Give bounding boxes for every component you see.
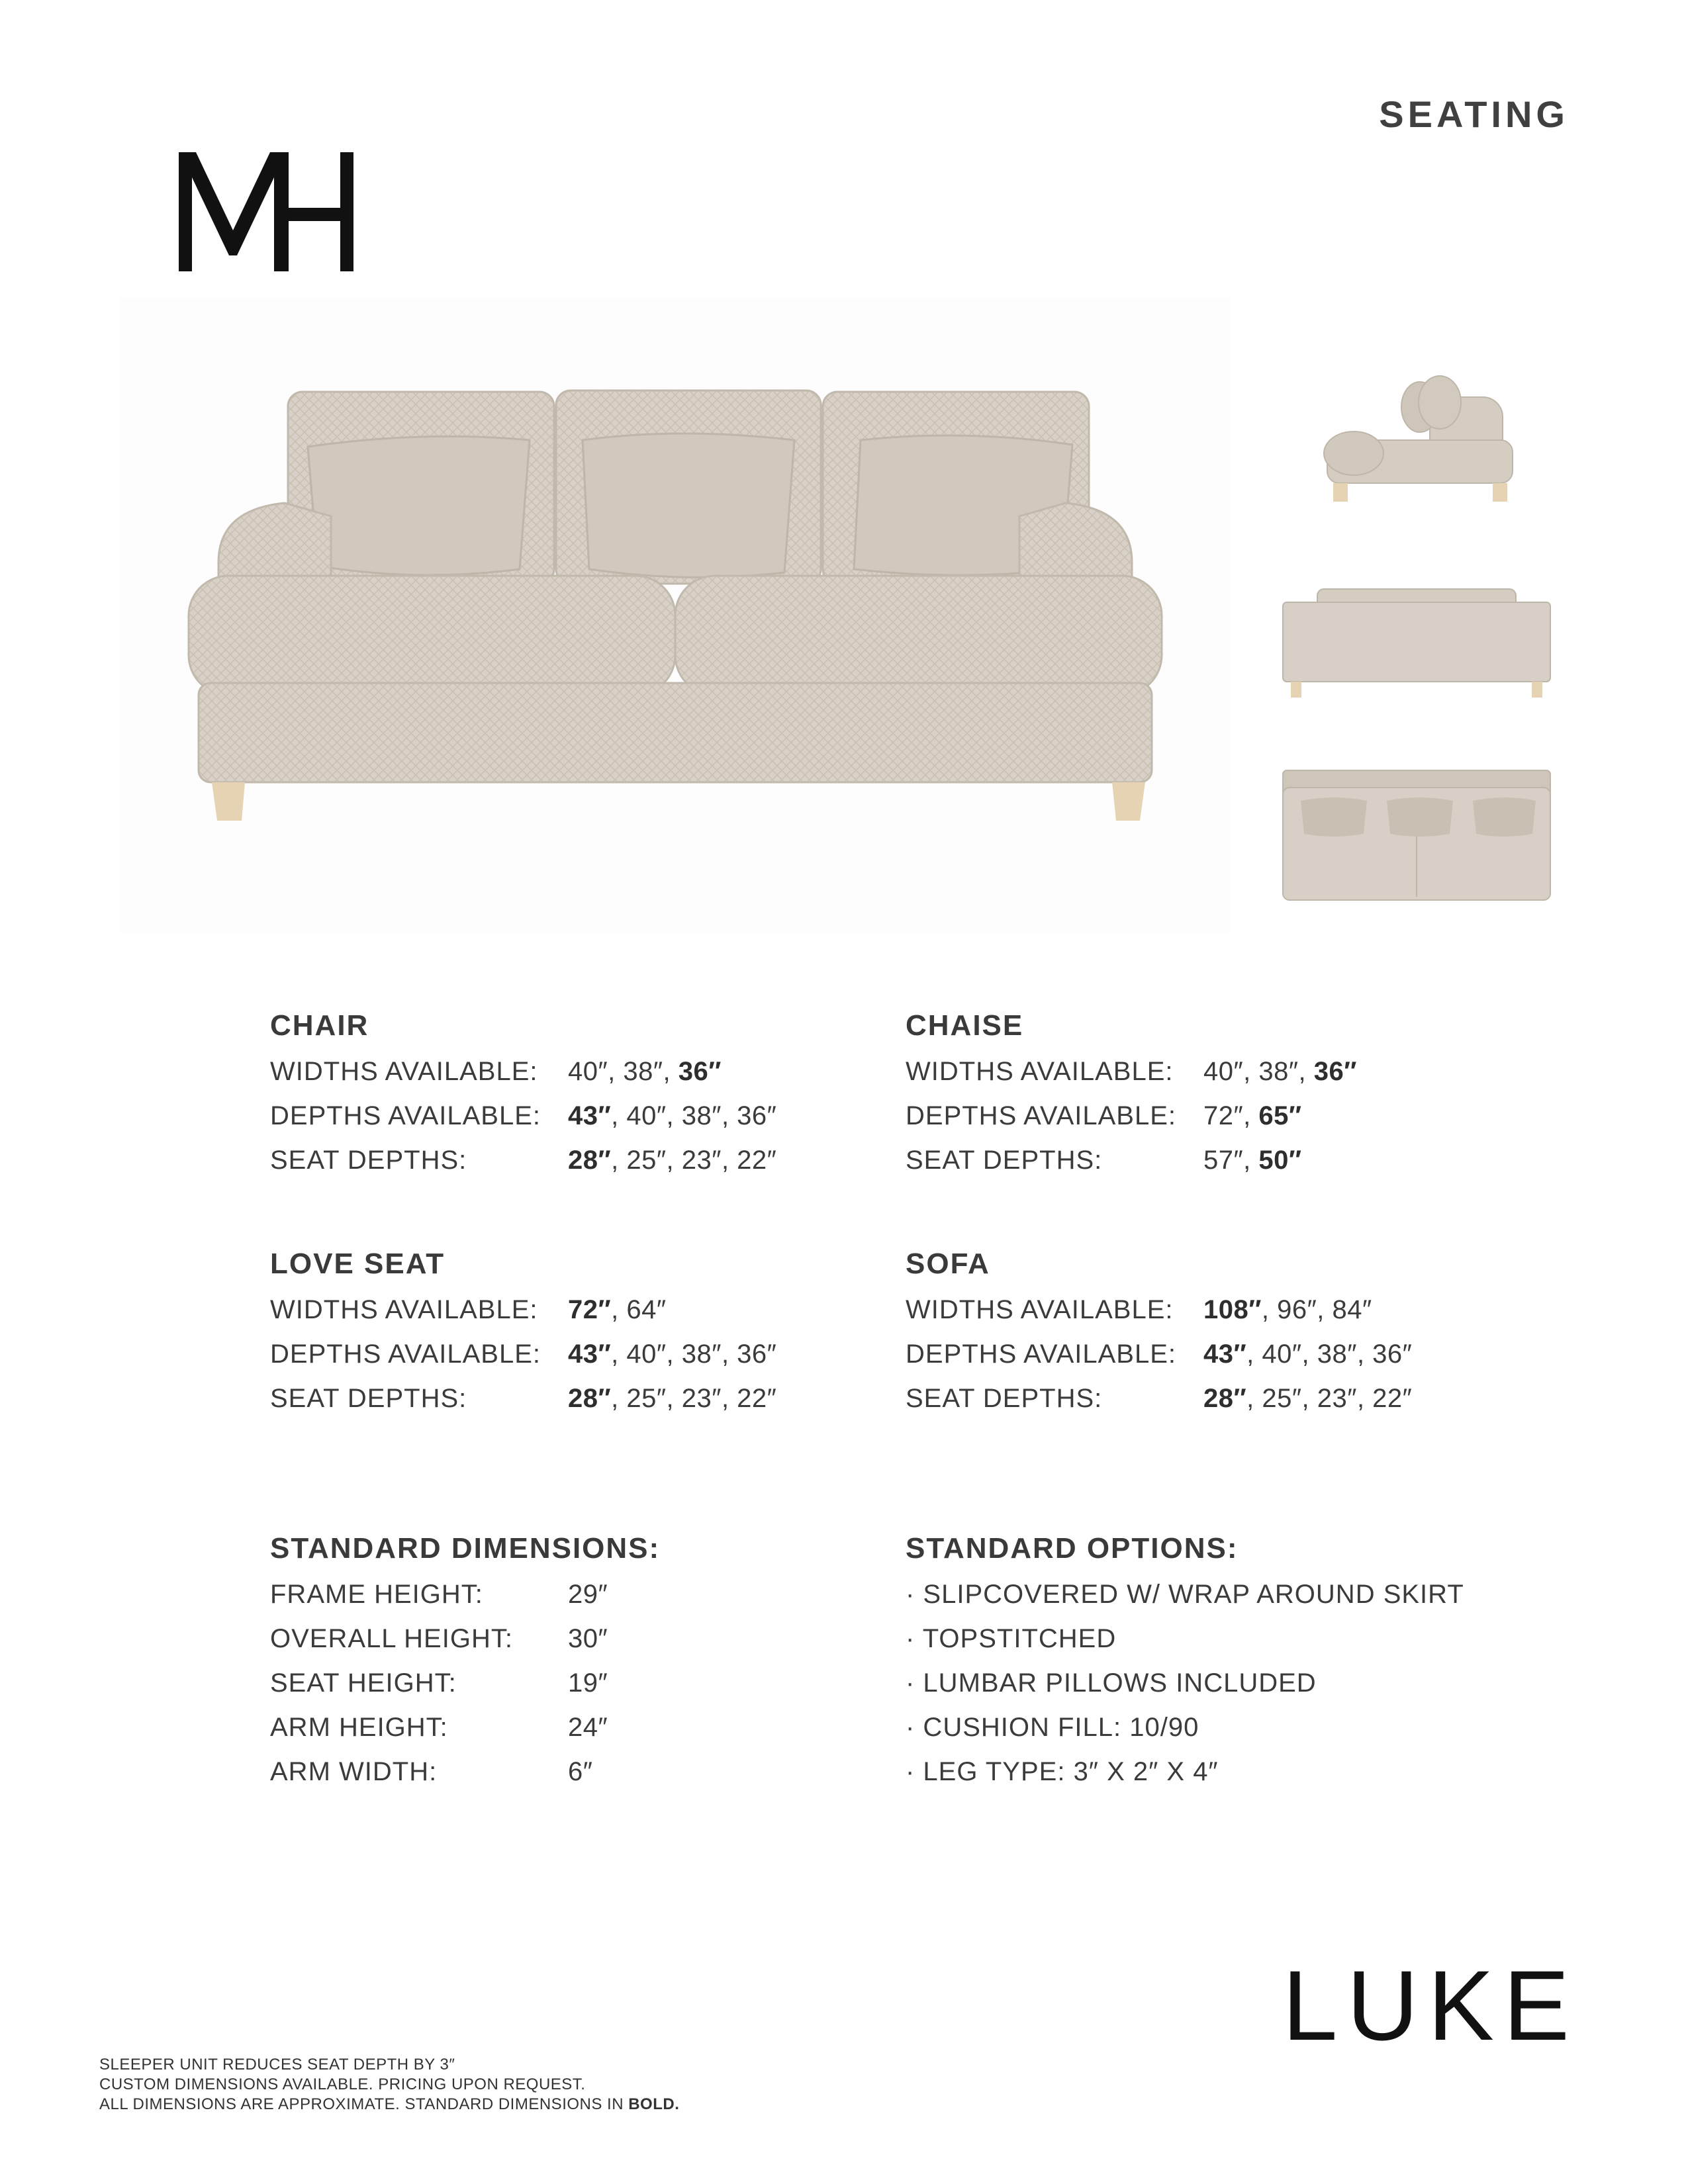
- optional-value: 23″: [681, 1384, 722, 1413]
- spec-values: [568, 1757, 592, 1787]
- spec-row: [270, 1295, 919, 1340]
- optional-value: 84″: [1332, 1295, 1372, 1324]
- optional-value: 40″: [568, 1057, 608, 1086]
- spec-values: 40″, 38″, 36″: [1203, 1057, 1357, 1086]
- option-item: · LEG TYPE: 3″ X 2″ X 4″: [906, 1757, 1219, 1786]
- sofa-front-photo: [119, 298, 1231, 933]
- spec-label: ARM WIDTH:: [270, 1757, 438, 1786]
- spec-values: 28″, 25″, 23″, 22″: [568, 1146, 777, 1175]
- spec-label: WIDTHS AVAILABLE:: [906, 1295, 1174, 1324]
- standard-value: 50″: [1258, 1146, 1302, 1175]
- spec-row: [270, 1057, 919, 1101]
- spec-label: WIDTHS AVAILABLE:: [906, 1057, 1174, 1086]
- option-item: · TOPSTITCHED: [906, 1624, 1117, 1653]
- spec-row: [906, 1340, 1554, 1384]
- spec-label: ARM HEIGHT:: [270, 1713, 448, 1742]
- section-title: LOVE SEAT: [270, 1248, 445, 1280]
- standard-value: 43″: [1203, 1340, 1247, 1369]
- optional-value: 96″: [1277, 1295, 1317, 1324]
- spec-values: 43″, 40″, 38″, 36″: [568, 1101, 777, 1130]
- spec-label: SEAT DEPTHS:: [906, 1146, 1103, 1175]
- spec-values: [568, 1713, 608, 1743]
- standard-value: 28″: [1203, 1384, 1247, 1413]
- spec-row: [270, 1146, 919, 1190]
- spec-label: SEAT HEIGHT:: [270, 1668, 457, 1698]
- spec-values: [568, 1624, 608, 1654]
- optional-value: 36″: [737, 1340, 777, 1369]
- section-title: STANDARD OPTIONS:: [906, 1532, 1239, 1565]
- footnote-line: ALL DIMENSIONS ARE APPROXIMATE. STANDARD DIMENSIONS IN BOLD.: [99, 2095, 680, 2113]
- standard-value: 72″: [568, 1295, 612, 1324]
- optional-value: 19″: [568, 1668, 608, 1698]
- spec-row: [270, 1580, 919, 1624]
- standard-value: 43″: [568, 1101, 612, 1130]
- spec-row: [906, 1146, 1554, 1190]
- spec-label: SEAT DEPTHS:: [270, 1146, 467, 1175]
- spec-row: [906, 1384, 1554, 1428]
- spec-values: [568, 1580, 608, 1610]
- sofa-side-photo: [1278, 371, 1556, 503]
- optional-value: 36″: [737, 1101, 777, 1130]
- section-title: CHAIR: [270, 1009, 369, 1042]
- spec-values: 40″, 38″, 36″: [568, 1057, 722, 1086]
- sofa-specs: [906, 1248, 1554, 1428]
- optional-value: 24″: [568, 1713, 608, 1742]
- spec-row: [270, 1668, 919, 1713]
- spec-row: [906, 1057, 1554, 1101]
- spec-values: [568, 1668, 608, 1698]
- spec-label: DEPTHS AVAILABLE:: [270, 1340, 541, 1369]
- spec-row: [270, 1101, 919, 1146]
- optional-value: 57″: [1203, 1146, 1244, 1175]
- optional-value: 38″: [681, 1101, 722, 1130]
- standard-value: 36″: [1313, 1057, 1357, 1086]
- optional-value: 40″: [1262, 1340, 1302, 1369]
- spec-values: 28″, 25″, 23″, 22″: [1203, 1384, 1413, 1413]
- section-title: STANDARD DIMENSIONS:: [270, 1532, 661, 1565]
- optional-value: 22″: [737, 1384, 777, 1413]
- spec-label: SEAT DEPTHS:: [906, 1384, 1103, 1413]
- optional-value: 25″: [626, 1384, 667, 1413]
- standard-value: 28″: [568, 1384, 612, 1413]
- optional-value: 25″: [626, 1146, 667, 1175]
- optional-value: 25″: [1262, 1384, 1302, 1413]
- spec-row: [270, 1713, 919, 1757]
- spec-values: 72″, 64″: [568, 1295, 667, 1324]
- optional-value: 72″: [1203, 1101, 1244, 1130]
- sofa-top-photo: [1278, 761, 1556, 907]
- optional-value: 64″: [626, 1295, 667, 1324]
- spec-row: [270, 1624, 919, 1668]
- spec-label: SEAT DEPTHS:: [270, 1384, 467, 1413]
- optional-value: 22″: [737, 1146, 777, 1175]
- optional-value: 40″: [626, 1340, 667, 1369]
- standard-value: 43″: [568, 1340, 612, 1369]
- section-title: CHAISE: [906, 1009, 1024, 1042]
- optional-value: 36″: [1372, 1340, 1413, 1369]
- optional-value: 6″: [568, 1757, 593, 1786]
- spec-row: [270, 1340, 919, 1384]
- spec-label: WIDTHS AVAILABLE:: [270, 1057, 538, 1086]
- spec-values: 28″, 25″, 23″, 22″: [568, 1384, 777, 1413]
- optional-value: 30″: [568, 1624, 608, 1653]
- spec-row: [270, 1757, 919, 1801]
- option-item: · LUMBAR PILLOWS INCLUDED: [906, 1668, 1317, 1698]
- spec-label: FRAME HEIGHT:: [270, 1580, 483, 1609]
- spec-row: [270, 1384, 919, 1428]
- optional-value: 23″: [1317, 1384, 1357, 1413]
- standard-value: 108″: [1203, 1295, 1262, 1324]
- spec-label: OVERALL HEIGHT:: [270, 1624, 513, 1653]
- section-title: SOFA: [906, 1248, 990, 1280]
- love-seat-specs: [270, 1248, 919, 1428]
- option-item: · SLIPCOVERED W/ WRAP AROUND SKIRT: [906, 1580, 1464, 1609]
- standard-value: 28″: [568, 1146, 612, 1175]
- page-category: SEATING: [1379, 93, 1569, 135]
- optional-value: 38″: [1258, 1057, 1299, 1086]
- spec-label: DEPTHS AVAILABLE:: [270, 1101, 541, 1130]
- standard-options: [906, 1532, 1554, 1801]
- chaise-specs: [906, 1009, 1554, 1190]
- spec-label: DEPTHS AVAILABLE:: [906, 1101, 1177, 1130]
- spec-label: DEPTHS AVAILABLE:: [906, 1340, 1177, 1369]
- footnote-line: CUSTOM DIMENSIONS AVAILABLE. PRICING UPON REQUEST.: [99, 2075, 586, 2093]
- brand-logo: [179, 152, 364, 271]
- spec-values: 72″, 65″: [1203, 1101, 1302, 1130]
- optional-value: 38″: [623, 1057, 663, 1086]
- optional-value: 23″: [681, 1146, 722, 1175]
- standard-value: 65″: [1258, 1101, 1302, 1130]
- footnote-line: SLEEPER UNIT REDUCES SEAT DEPTH BY 3″: [99, 2056, 455, 2073]
- footnotes: [99, 2055, 679, 2115]
- spec-label: WIDTHS AVAILABLE:: [270, 1295, 538, 1324]
- optional-value: 22″: [1372, 1384, 1413, 1413]
- standard-value: 36″: [678, 1057, 722, 1086]
- optional-value: 29″: [568, 1580, 608, 1609]
- spec-row: [906, 1101, 1554, 1146]
- spec-values: 108″, 96″, 84″: [1203, 1295, 1372, 1324]
- optional-value: 40″: [626, 1101, 667, 1130]
- optional-value: 40″: [1203, 1057, 1244, 1086]
- spec-values: 43″, 40″, 38″, 36″: [1203, 1340, 1413, 1369]
- optional-value: 38″: [1317, 1340, 1357, 1369]
- standard-dimensions: [270, 1532, 919, 1801]
- spec-row: [906, 1295, 1554, 1340]
- product-name: LUKE: [1282, 1950, 1579, 2061]
- option-item: · CUSHION FILL: 10/90: [906, 1713, 1199, 1742]
- sofa-back-photo: [1278, 576, 1556, 708]
- spec-values: 43″, 40″, 38″, 36″: [568, 1340, 777, 1369]
- optional-value: 38″: [681, 1340, 722, 1369]
- chair-specs: [270, 1009, 919, 1190]
- spec-values: 57″, 50″: [1203, 1146, 1302, 1175]
